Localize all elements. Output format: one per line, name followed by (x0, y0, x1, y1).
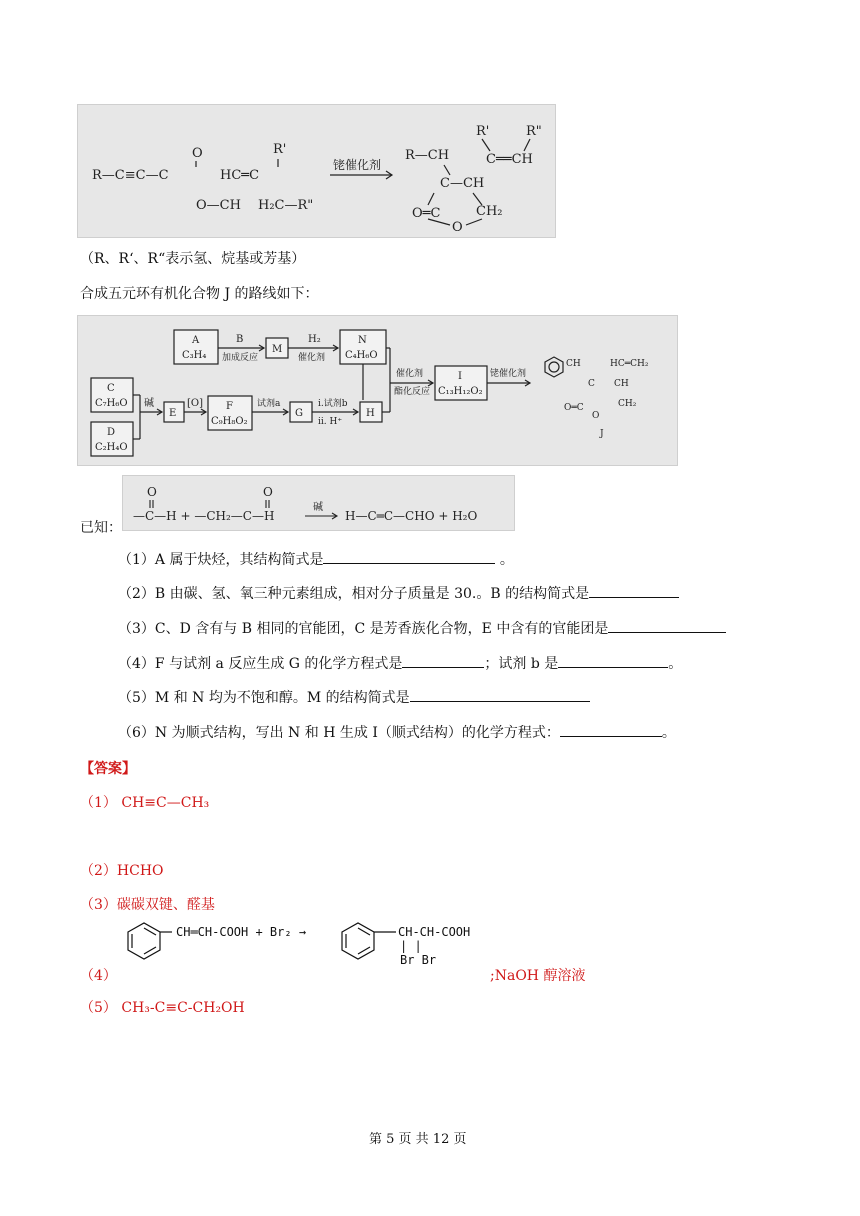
label-C: C (107, 383, 115, 394)
J-ch2b: CH₂ (618, 399, 637, 409)
question-5 (118, 687, 590, 707)
answer-blank-1[interactable] (323, 549, 495, 564)
answer-1 (80, 792, 209, 812)
known-reaction-figure (122, 475, 515, 531)
fig1-left-formula: R—C≡C—C (92, 168, 169, 183)
question-1-text: （1）A 属于炔烃，其结构简式是 (118, 552, 324, 568)
label-reagent-b1: i.试剂b (318, 399, 348, 409)
question-2-text: （2）B 由碳、氢、氧三种元素组成，相对分子质量是 30.。B 的结构简式是 (118, 586, 590, 602)
question-4 (118, 653, 682, 673)
label-J: J (600, 429, 604, 439)
fig1-o-top: O (192, 146, 203, 161)
route-title: 合成五元环有机化合物 J 的路线如下： (80, 286, 319, 302)
known-left: —C—H + —CH₂—C—H (133, 509, 275, 523)
known-o2: O (263, 485, 273, 499)
question-5-text: （5）M 和 N 均为不饱和醇。M 的结构简式是 (118, 690, 410, 706)
label-B: B (236, 334, 244, 345)
answer-blank-3[interactable] (608, 618, 726, 633)
answer-4-label: （4） (80, 968, 117, 984)
answer-4-right-bars: | | (400, 939, 422, 953)
formula-A: C₃H₄ (182, 350, 207, 361)
answer-3: （3）碳碳双键、醛基 (80, 897, 215, 913)
label-A: A (192, 335, 200, 346)
J-hc: HC═CH₂ (610, 359, 649, 369)
label-H: H (366, 408, 375, 419)
answer-blank-6[interactable] (560, 722, 662, 737)
answer-4-br: Br Br (400, 953, 437, 967)
answer-blank-5[interactable] (410, 687, 590, 702)
fig1-prod-r2: R" (526, 124, 542, 139)
answer-4-reagent: ;NaOH 醇溶液 (490, 968, 586, 984)
benzene-ring-J (545, 357, 563, 377)
reaction-figure-1 (77, 104, 556, 238)
question-6-text: （6）N 为顺式结构，写出 N 和 H 生成 I（顺式结构）的化学方程式： (118, 725, 560, 741)
label-reagent-a: 试剂a (257, 399, 281, 409)
known-right: H—C═C—CHO + H₂O (345, 509, 478, 523)
fig1-prod-rch: R—CH (405, 148, 450, 163)
fig1-o-mid: O—CH (196, 198, 241, 213)
label-E: E (169, 408, 177, 419)
fig1-catalyst: 铑催化剂 (333, 158, 382, 172)
page-footer: 第 5 页 共 12 页 (369, 1132, 467, 1147)
label-H2: H₂ (308, 334, 321, 345)
fig1-prod-o: O (452, 220, 463, 235)
answer-4-left-text: CH═CH-COOH + Br₂ → (176, 925, 307, 939)
label-O: [O] (187, 398, 204, 409)
formula-F: C₉H₈O₂ (211, 416, 248, 427)
answer-header: 【答案】 (80, 761, 136, 777)
question-1 (118, 549, 514, 569)
label-cat1: 催化剂 (396, 369, 424, 379)
label-N: N (358, 335, 367, 346)
J-oc: O═C (564, 403, 584, 413)
fig1-prod-ch: C══CH (486, 152, 533, 167)
question-4-end: 。 (668, 656, 683, 672)
formula-C: C₇H₆O (95, 398, 128, 409)
known-reaction-drawing (123, 476, 514, 530)
synthesis-route-figure (77, 315, 678, 466)
J-ch2: CH (614, 379, 629, 389)
answer-5-label: （5） (80, 1000, 117, 1016)
answer-blank-2[interactable] (589, 583, 679, 598)
answer-2: （2）HCHO (80, 863, 164, 879)
question-2 (118, 583, 679, 603)
note-H2: 催化剂 (298, 353, 326, 363)
label-rh-cat: 铑催化剂 (490, 369, 527, 379)
formula-D: C₂H₄O (95, 442, 128, 453)
question-6 (118, 722, 676, 742)
answer-5 (80, 997, 245, 1017)
synthesis-route-drawing (78, 316, 677, 465)
known-base: 碱 (313, 502, 323, 513)
substituent-note: （R、R‘、R“表示氢、烷基或芳基） (80, 251, 306, 267)
answer-blank-4b[interactable] (558, 653, 668, 668)
label-M: M (272, 344, 283, 355)
question-4-mid: ；试剂 b 是 (484, 656, 559, 672)
label-F: F (226, 401, 233, 412)
question-3-text: （3）C、D 含有与 B 相同的官能团，C 是芳香族化合物，E 中含有的官能团是 (118, 621, 609, 637)
label-cat2: 酯化反应 (394, 387, 431, 397)
question-1-end: 。 (499, 552, 514, 568)
fig1-h2c-r2: H₂C—R" (258, 198, 314, 213)
fig1-prod-c-ch: C—CH (440, 176, 485, 191)
fig1-hc-eq: HC═C (220, 168, 260, 183)
reaction-figure-1-drawing (78, 105, 555, 237)
J-o: O (592, 411, 600, 421)
question-3 (118, 618, 726, 638)
note-B: 加成反应 (222, 353, 259, 363)
fig1-prod-r1: R' (476, 124, 490, 139)
answer-4-equation (120, 918, 500, 982)
answer-5-value: CH₃-C≡C-CH₂OH (121, 1000, 245, 1016)
question-4-text: （4）F 与试剂 a 反应生成 G 的化学方程式是 (118, 656, 403, 672)
known-o1: O (147, 485, 157, 499)
J-c: C (588, 379, 595, 389)
label-reagent-b2: ii. H⁺ (318, 417, 343, 427)
label-D: D (107, 427, 116, 438)
fig1-prod-oc: O═C (412, 206, 441, 221)
formula-N: C₄H₆O (345, 350, 378, 361)
J-ch: CH (566, 359, 581, 369)
answer-1-label: （1） (80, 795, 117, 811)
question-6-end: 。 (661, 725, 676, 741)
label-I: I (458, 371, 462, 382)
label-base: 碱 (144, 398, 154, 409)
known-label: 已知： (80, 520, 122, 536)
label-G: G (295, 408, 303, 419)
answer-4-right-top: CH-CH-COOH (398, 925, 471, 939)
answer-blank-4a[interactable] (402, 653, 484, 668)
formula-I: C₁₃H₁₂O₂ (438, 386, 483, 397)
fig1-prod-ch2: CH₂ (476, 204, 503, 219)
answer-1-value: CH≡C—CH₃ (121, 795, 210, 811)
fig1-r1: R' (273, 142, 287, 157)
